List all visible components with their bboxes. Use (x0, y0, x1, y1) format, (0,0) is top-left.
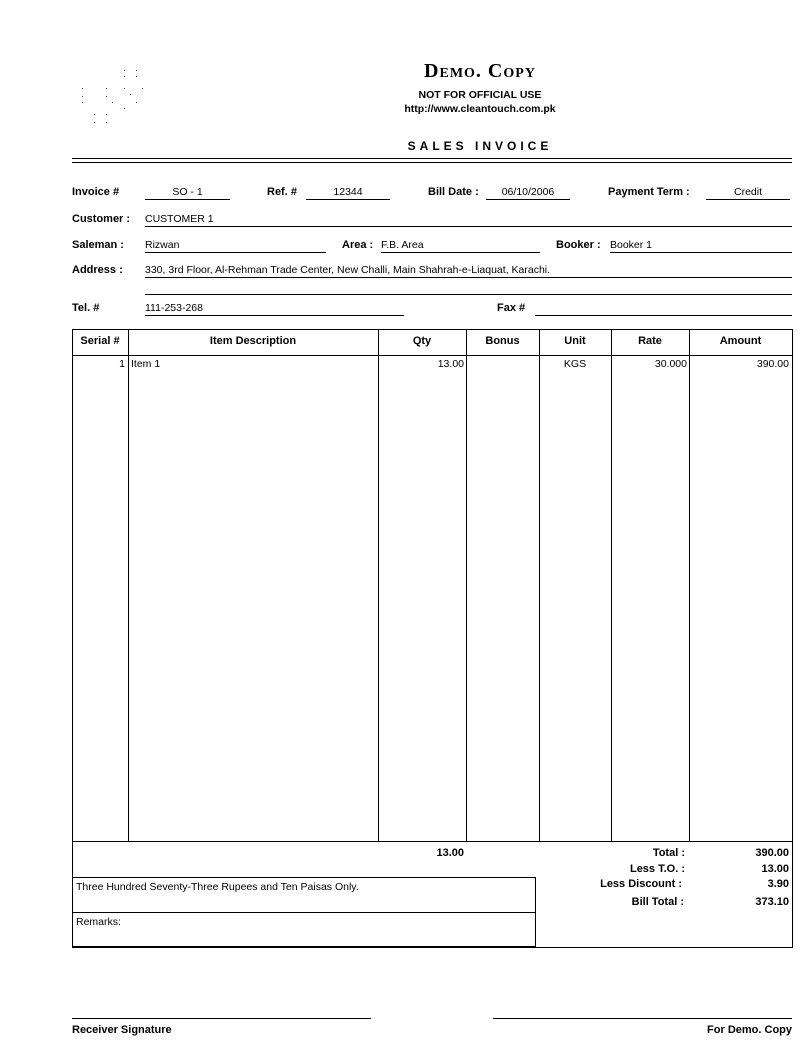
saleman-name: Rizwan (145, 239, 326, 253)
payment-term: Credit (706, 186, 790, 200)
cell-amount: 390.00 (756, 358, 789, 370)
website: http://www.cleantouch.com.pk (404, 103, 556, 115)
cell-description: Item 1 (131, 358, 161, 370)
subtitle: NOT FOR OFFICIAL USE (418, 89, 542, 101)
col-divider (611, 329, 612, 841)
remarks-label: Remarks: (76, 916, 121, 928)
tel-label: Tel. # (72, 302, 100, 314)
total-label: Total : (652, 847, 685, 859)
bill-total-value: 373.10 (755, 896, 789, 908)
body-bottom-divider (72, 841, 792, 842)
header-description: Item Description (209, 335, 297, 347)
header-serial: Serial # (80, 335, 120, 347)
bill-date-label: Bill Date : (428, 186, 479, 198)
cell-unit: KGS (563, 358, 587, 370)
less-to-label: Less T.O. : (629, 863, 685, 875)
bill-total-label: Bill Total : (631, 896, 684, 908)
less-discount-value: 3.90 (767, 878, 789, 890)
total-qty: 13.00 (436, 847, 464, 859)
header-bonus: Bonus (485, 335, 520, 347)
amount-in-words: Three Hundred Seventy-Three Rupees and Ten Paisas Only. (76, 881, 359, 893)
booker-label: Booker : (556, 239, 601, 251)
company-title: Demo. Copy (424, 60, 536, 82)
document-title: SALES INVOICE (407, 139, 553, 153)
box-divider (72, 912, 535, 913)
receiver-signature-line (72, 1018, 371, 1019)
header-unit: Unit (564, 335, 586, 347)
header-row-divider (72, 355, 792, 356)
receiver-signature-label: Receiver Signature (72, 1024, 172, 1036)
double-divider (72, 158, 792, 163)
col-divider (378, 329, 379, 841)
less-to-value: 13.00 (761, 863, 789, 875)
fax-label: Fax # (497, 302, 526, 314)
address-line-2 (145, 294, 792, 295)
address-label: Address : (72, 264, 123, 276)
cell-qty: 13.00 (437, 358, 464, 370)
ref-number: 12344 (306, 186, 390, 200)
header-rate: Rate (638, 335, 662, 347)
saleman-label: Saleman : (72, 239, 124, 251)
company-signature-line (493, 1018, 792, 1019)
bill-date: 06/10/2006 (486, 186, 570, 200)
col-divider (539, 329, 540, 841)
payment-term-label: Payment Term : (608, 186, 690, 198)
area-label: Area : (342, 239, 374, 251)
booker-name: Booker 1 (610, 239, 792, 253)
area-name: F.B. Area (381, 239, 540, 253)
customer-label: Customer : (72, 213, 131, 225)
header-amount: Amount (719, 335, 762, 347)
invoice-number: SO - 1 (145, 186, 230, 200)
fax-number (535, 302, 792, 316)
header-qty: Qty (412, 335, 432, 347)
col-divider (689, 329, 690, 841)
less-discount-label: Less Discount : (600, 878, 682, 890)
cell-rate: 30.000 (654, 358, 687, 370)
invoice-label: Invoice # (72, 186, 120, 198)
col-divider (128, 329, 129, 841)
cell-serial: 1 (119, 358, 125, 370)
col-divider (466, 329, 467, 841)
tel-number: 111-253-268 (145, 302, 404, 316)
total-value: 390.00 (755, 847, 789, 859)
amount-in-words-box (72, 877, 536, 947)
company-signature-label: For Demo. Copy (707, 1024, 792, 1036)
ref-label: Ref. # (267, 186, 297, 198)
logo-dots (78, 68, 148, 128)
customer-name: CUSTOMER 1 (145, 213, 792, 227)
address: 330, 3rd Floor, Al-Rehman Trade Center, New Challi, Main Shahrah-e-Liaquat, Karachi. (145, 264, 792, 278)
